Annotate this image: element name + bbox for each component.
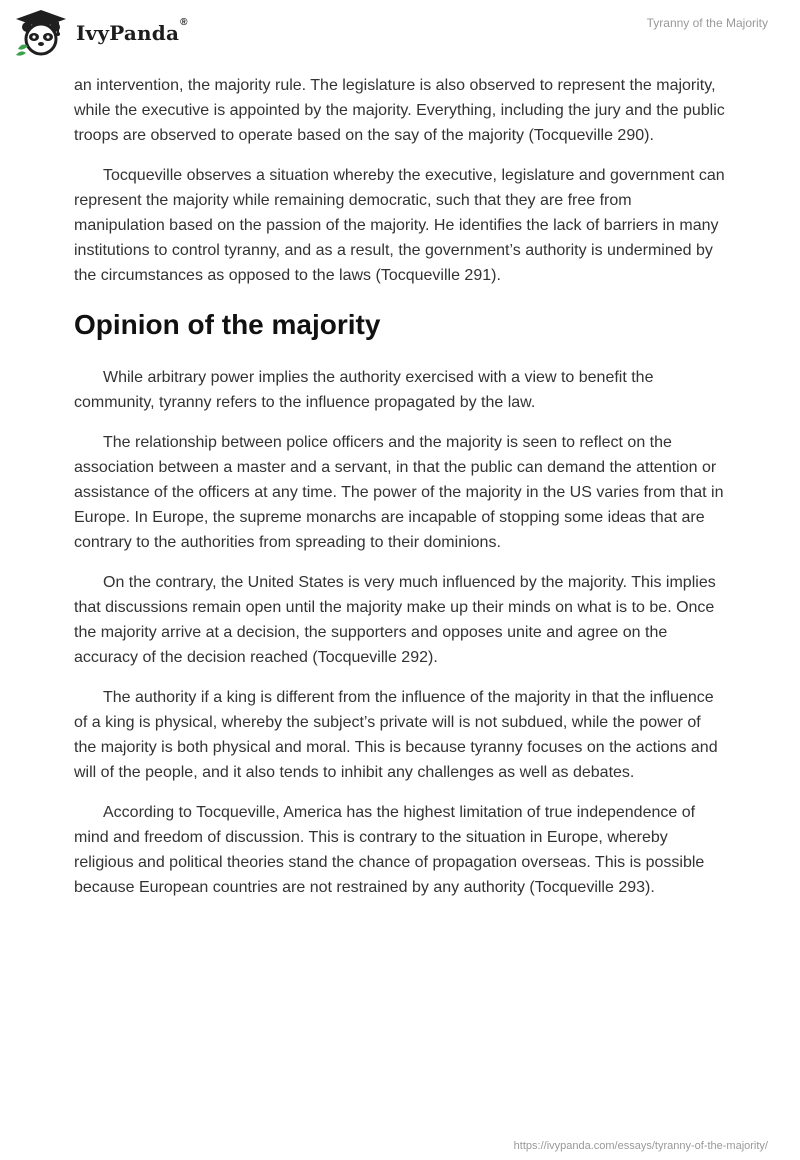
- source-url[interactable]: https://ivypanda.com/essays/tyranny-of-the-majority/: [513, 1140, 768, 1152]
- brand-name: IvyPanda®: [76, 17, 188, 45]
- document-title: Tyranny of the Majority: [646, 16, 768, 30]
- ivypanda-logo[interactable]: [14, 9, 188, 57]
- paragraph: While arbitrary power implies the authority exercised with a view to benefit the community, tyranny refers to the influence propagated by the law.: [74, 369, 654, 411]
- paragraph: Tocqueville observes a situation whereby the executive, legislature and government can represent the majority while remaining democratic, such that they are free from manipulation based on the passion of the majority. He identifies the lack of barriers in many institutions to control tyranny, and as a result, the government’s authority is undermined by the circumstances as opposed to the laws (Tocqueville 291).: [74, 167, 725, 284]
- page-header: [0, 0, 800, 68]
- paragraph: The authority if a king is different from the influence of the majority in that the influence of a king is physical, whereby the subject’s private will is not subdued, while the power of the majority is both physical and moral. This is because tyranny focuses on the actions and will of the people, and it also tends to inhibit any challenges as well as debates.: [74, 689, 718, 781]
- panda-graduate-icon: [14, 9, 68, 57]
- registered-mark: ®: [180, 17, 188, 28]
- paragraph: The relationship between police officers and the majority is seen to reflect on the association between a master and a servant, in that the public can demand the attention or assistance of the officers at any time. The power of the majority in the US varies from that in Europe. In Europe, the supreme monarchs are incapable of stopping some ideas that are contrary to the authorities from spreading to their dominions.: [74, 434, 724, 551]
- paragraph-continued: an intervention, the majority rule. The legislature is also observed to represent the majority, while the executive is appointed by the majority. Everything, including the jury and the public troops are observed to operate based on the say of the majority (Tocqueville 290).: [74, 77, 725, 144]
- essay-body: [74, 73, 726, 915]
- paragraph: On the contrary, the United States is very much influenced by the majority. This implies that discussions remain open until the majority make up their minds on what is to be. Once the majority arrive at a decision, the supporters and opposes unite and agree on the accuracy of the decision reached (Tocqueville 292).: [74, 574, 716, 666]
- section-heading: Opinion of the majority: [74, 309, 381, 340]
- paragraph: According to Tocqueville, America has the highest limitation of true independence of mind and freedom of discussion. This is contrary to the situation in Europe, whereby religious and political theories stand the chance of propagation overseas. This is possible because European countries are not restrained by any authority (Tocqueville 293).: [74, 804, 705, 896]
